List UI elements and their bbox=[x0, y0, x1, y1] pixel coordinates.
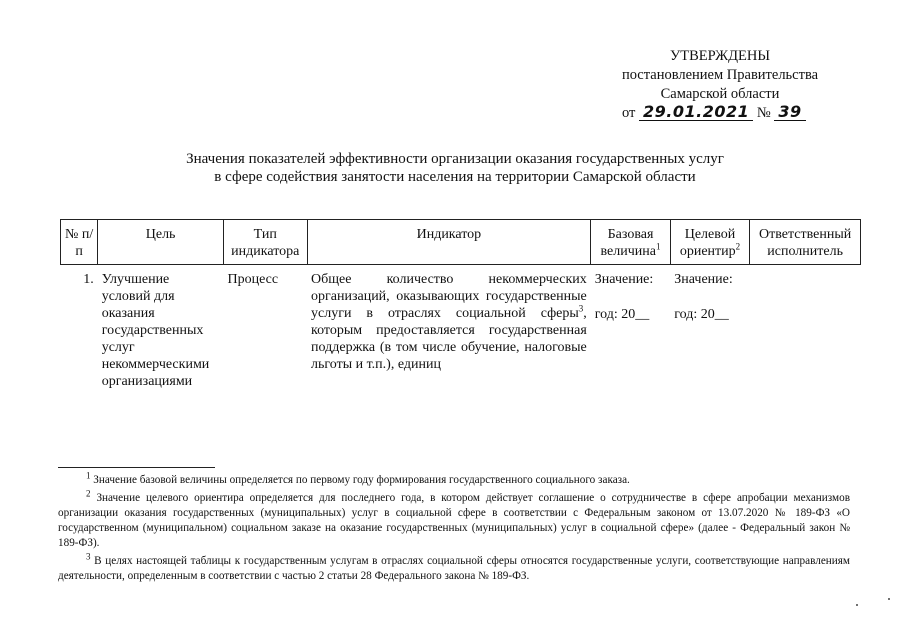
indicators-table-container bbox=[60, 219, 861, 396]
footnote-3 bbox=[58, 551, 851, 584]
row-indicator bbox=[307, 265, 591, 397]
footnote-1 bbox=[58, 470, 850, 488]
header-base bbox=[591, 220, 670, 265]
approval-line-2: Самарской области bbox=[660, 86, 780, 102]
row-base bbox=[591, 265, 670, 397]
title-line-1: Значения показателей эффективности организации оказания государственных услуг bbox=[186, 151, 724, 167]
row-responsible bbox=[750, 265, 861, 397]
header-base-footnote-mark: 1 bbox=[656, 241, 661, 252]
footnote-2-text: Значение целевого ориентира определяется для последнего года, в котором действует соглашение о сотрудничестве в сфере апробации механизмов организации оказания государственных (муниципальных) услуг в социальной сфере в соответствии с Федеральным законом от 13.07.2020 № 189-ФЗ «О государственном (муниципальном) социальном заказе на оказание государственных (муниципальных) услуг в социальной сфере» (далее - Федеральный закон № 189-ФЗ). bbox=[58, 492, 850, 549]
footnote-1-mark: 1 bbox=[86, 470, 91, 481]
scan-speck bbox=[888, 598, 890, 600]
header-base-label: Базовая величина bbox=[600, 227, 656, 259]
indicators-table bbox=[60, 219, 861, 396]
header-indicator: Индикатор bbox=[307, 220, 591, 265]
footnote-2-mark: 2 bbox=[86, 488, 91, 499]
date-prefix: от bbox=[622, 105, 636, 121]
approval-stamp bbox=[590, 47, 850, 123]
footnote-3-text: В целях настоящей таблицы к государственным услугам в отраслях социальной сферы относятся государственные услуги, соответствующие направлениям деятельности, определенным в соответствии с частью 2 статьи 28 Федерального закона № 189-ФЗ. bbox=[58, 555, 851, 582]
handwritten-number: 39 bbox=[774, 104, 805, 121]
document-title bbox=[60, 150, 850, 186]
header-responsible: Ответственный исполнитель bbox=[750, 220, 861, 265]
footnote-separator bbox=[58, 467, 215, 468]
approval-date-line bbox=[590, 104, 850, 123]
header-goal: Цель bbox=[98, 220, 224, 265]
number-prefix: № bbox=[756, 105, 771, 121]
table-row bbox=[61, 265, 861, 397]
table-header-row bbox=[61, 220, 861, 265]
row-number: 1. bbox=[83, 272, 94, 287]
row-target bbox=[670, 265, 749, 397]
row-base-year: год: 20__ bbox=[594, 307, 650, 322]
approval-line-1: постановлением Правительства bbox=[621, 67, 819, 83]
header-target-label: Целевой ориентир bbox=[679, 227, 736, 259]
footnote-1-text: Значение базовой величины определяется по первому году формирования государственного социального заказа. bbox=[93, 474, 630, 486]
row-goal: Улучшение условий для оказания государственных услуг некоммерческими организациями bbox=[101, 272, 210, 389]
title-line-2: в сфере содействия занятости населения на территории Самарской области bbox=[214, 169, 696, 185]
footnote-3-mark: 3 bbox=[86, 551, 91, 562]
approval-heading: УТВЕРЖДЕНЫ bbox=[669, 48, 771, 64]
header-target bbox=[670, 220, 749, 265]
row-target-year: год: 20__ bbox=[674, 307, 729, 322]
row-indicator-footnote-mark: 3 bbox=[578, 303, 584, 314]
scan-speck bbox=[856, 604, 858, 606]
footnote-2 bbox=[58, 488, 850, 551]
row-target-label: Значение: bbox=[674, 272, 733, 287]
header-number: № п/п bbox=[61, 220, 98, 265]
header-type: Тип индикатора bbox=[224, 220, 308, 265]
handwritten-date: 29.01.2021 bbox=[639, 104, 753, 121]
header-target-footnote-mark: 2 bbox=[735, 241, 741, 252]
footnotes bbox=[58, 470, 851, 587]
row-indicator-text-a: Общее количество некоммерческих организаций, оказывающих государственные услуги в отраслях социальной сферы bbox=[311, 272, 587, 321]
row-base-label: Значение: bbox=[594, 272, 654, 287]
row-indicator-text-b: , которым предоставляется государственная поддержка (в том числе обучение, налоговые льготы и т.п.), единиц bbox=[311, 306, 587, 372]
row-type: Процесс bbox=[227, 272, 279, 287]
